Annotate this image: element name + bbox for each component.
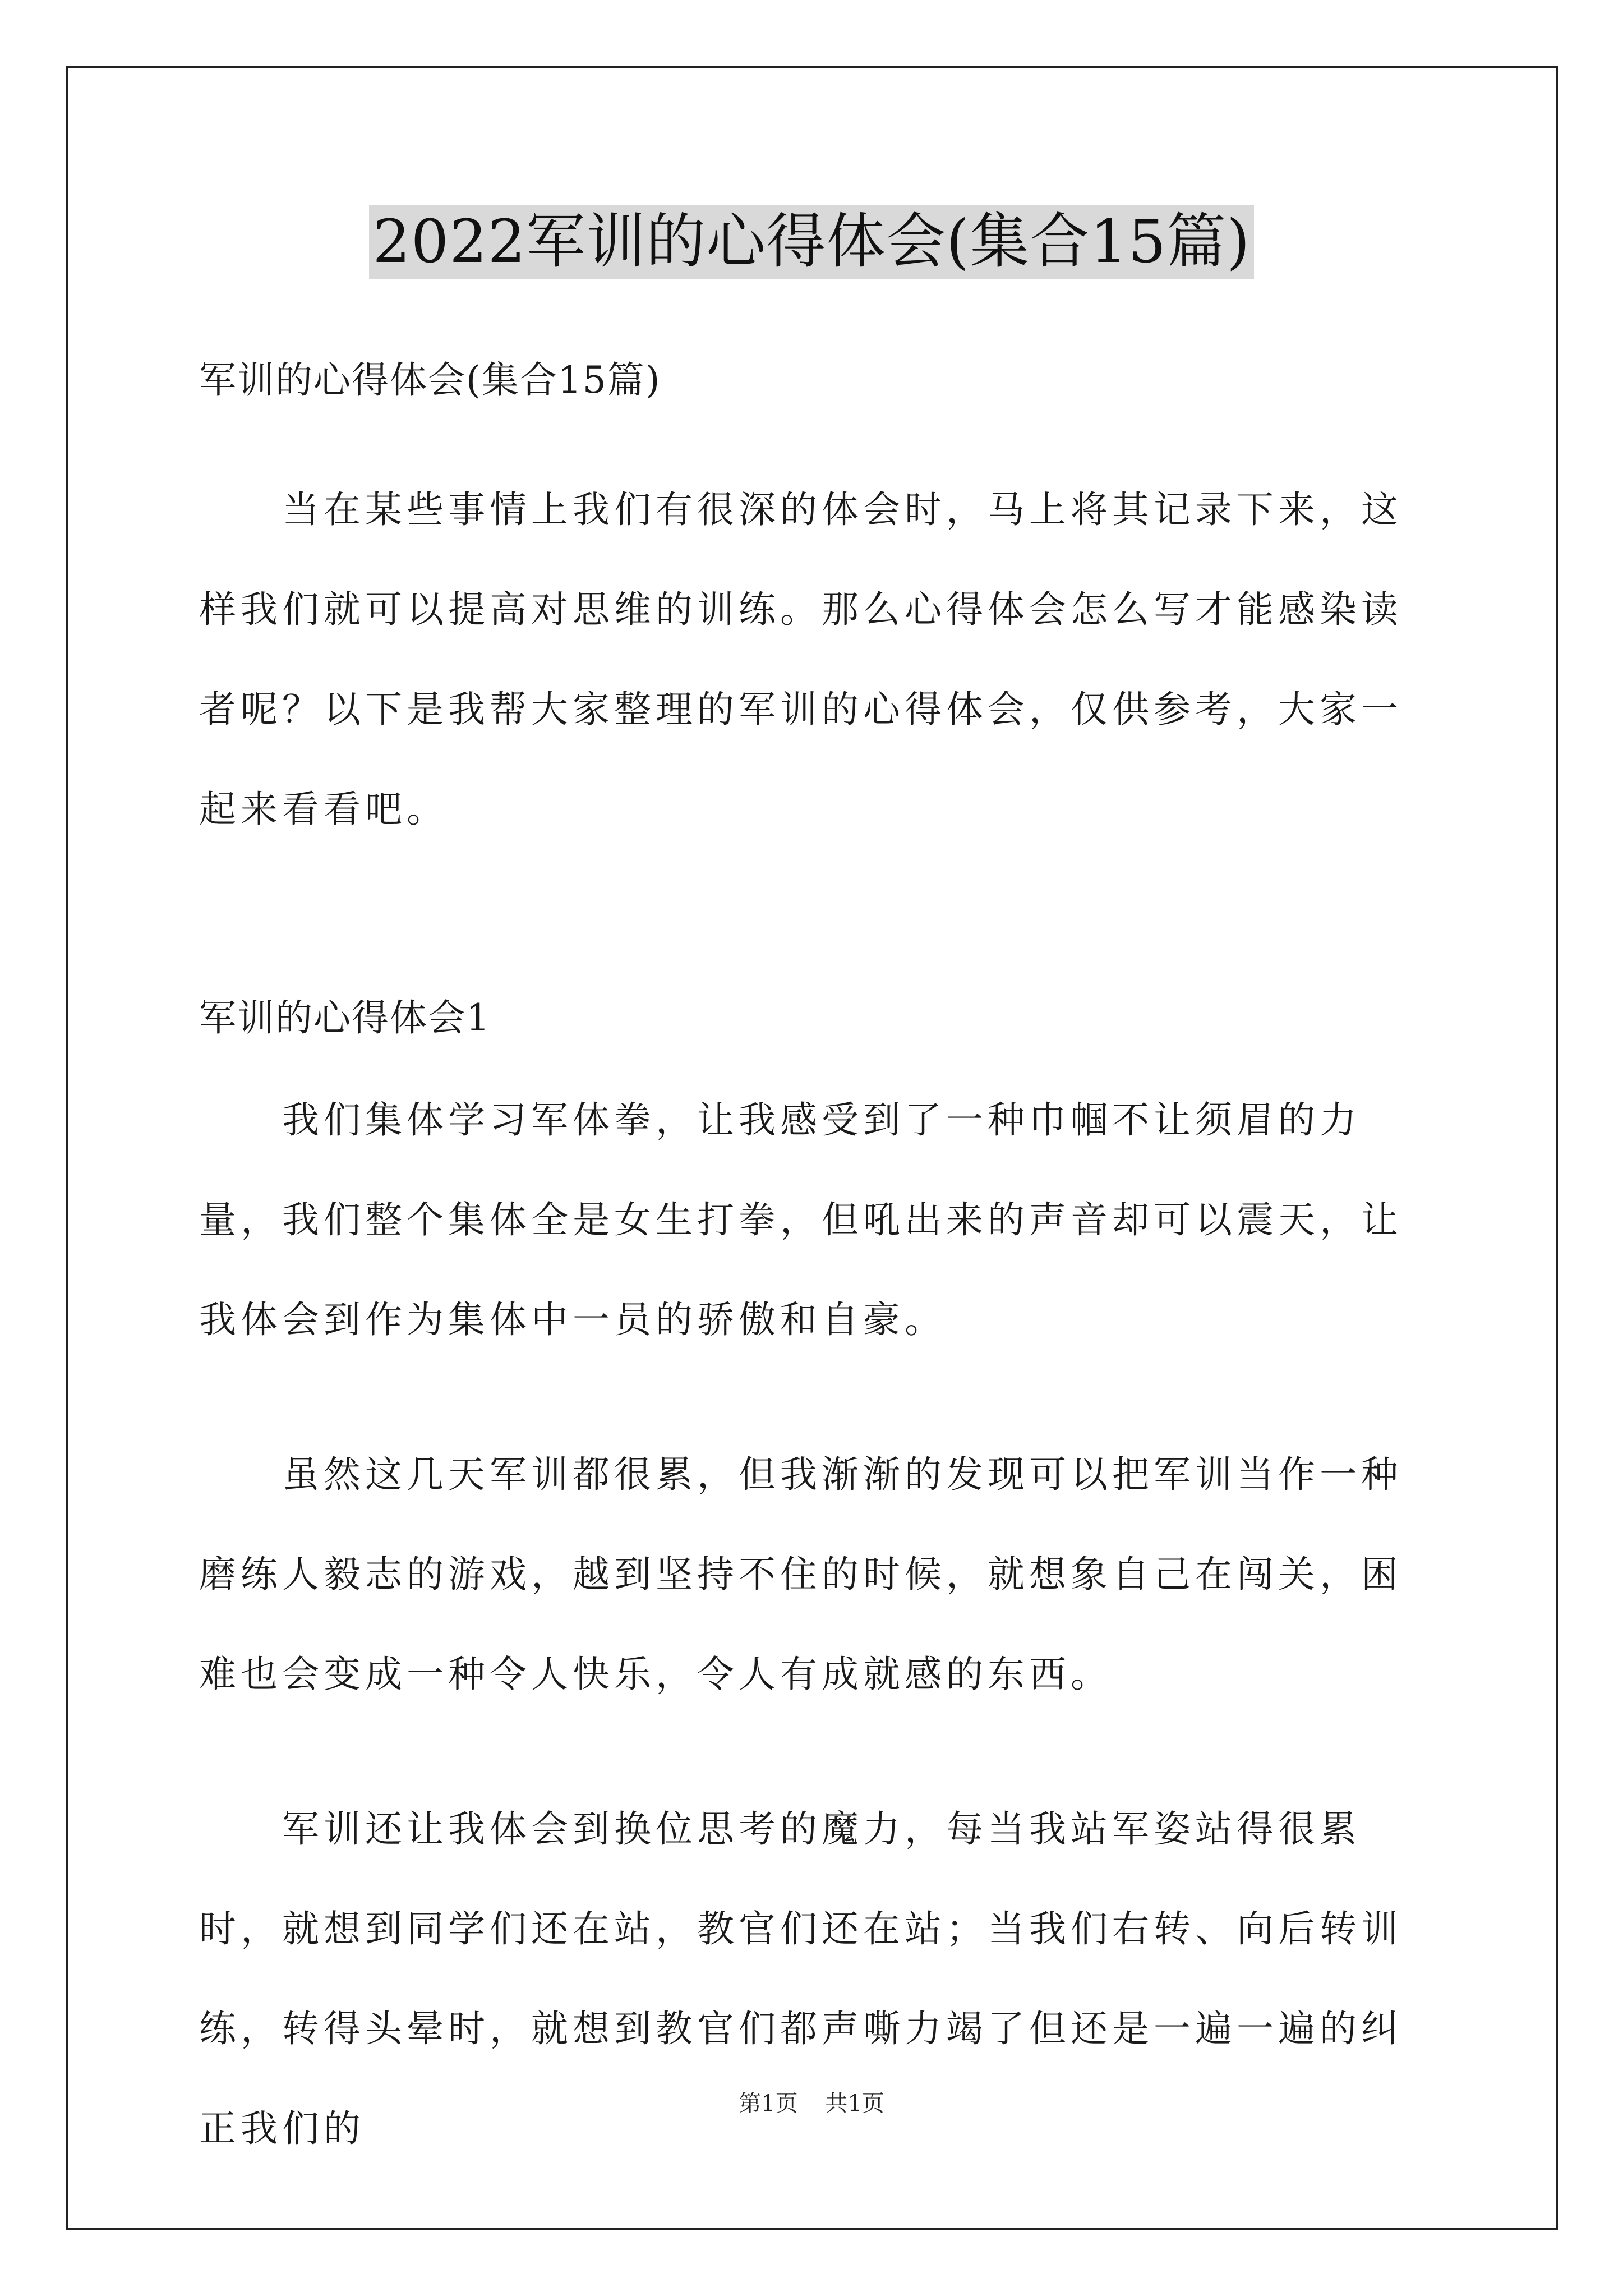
document-subtitle: 军训的心得体会(集合15篇) [199, 358, 661, 402]
page-number-current: 第1页 [739, 2091, 798, 2116]
section-heading: 军训的心得体会1 [199, 996, 491, 1039]
body-paragraph-3: 军训还让我体会到换位思考的魔力，每当我站军姿站得很累时，就想到同学们还在站，教官们还在站；当我们右转、向后转训练，转得头晕时，就想到教官们都声嘶力竭了但还是一遍一遍的纠正我们的 [199, 1807, 1403, 2150]
title-container [0, 205, 1623, 279]
body-paragraph-1: 我们集体学习军体拳，让我感受到了一种巾帼不让须眉的力量，我们整个集体全是女生打拳，但吼出来的声音却可以震天，让我体会到作为集体中一员的骄傲和自豪。 [199, 1098, 1403, 1341]
page-number-total: 共1页 [825, 2091, 884, 2116]
intro-paragraph: 当在某些事情上我们有很深的体会时，马上将其记录下来，这样我们就可以提高对思维的训练。那么心得体会怎么写才能感染读者呢？以下是我帮大家整理的军训的心得体会，仅供参考，大家一起来看看吧。 [199, 488, 1403, 831]
body-paragraph-2: 虽然这几天军训都很累，但我渐渐的发现可以把军训当作一种磨练人毅志的游戏，越到坚持不住的时候，就想象自己在闯关，困难也会变成一种令人快乐，令人有成就感的东西。 [199, 1453, 1403, 1696]
document-title: 2022军训的心得体会(集合15篇) [369, 205, 1253, 279]
page-footer [0, 2086, 1623, 2118]
